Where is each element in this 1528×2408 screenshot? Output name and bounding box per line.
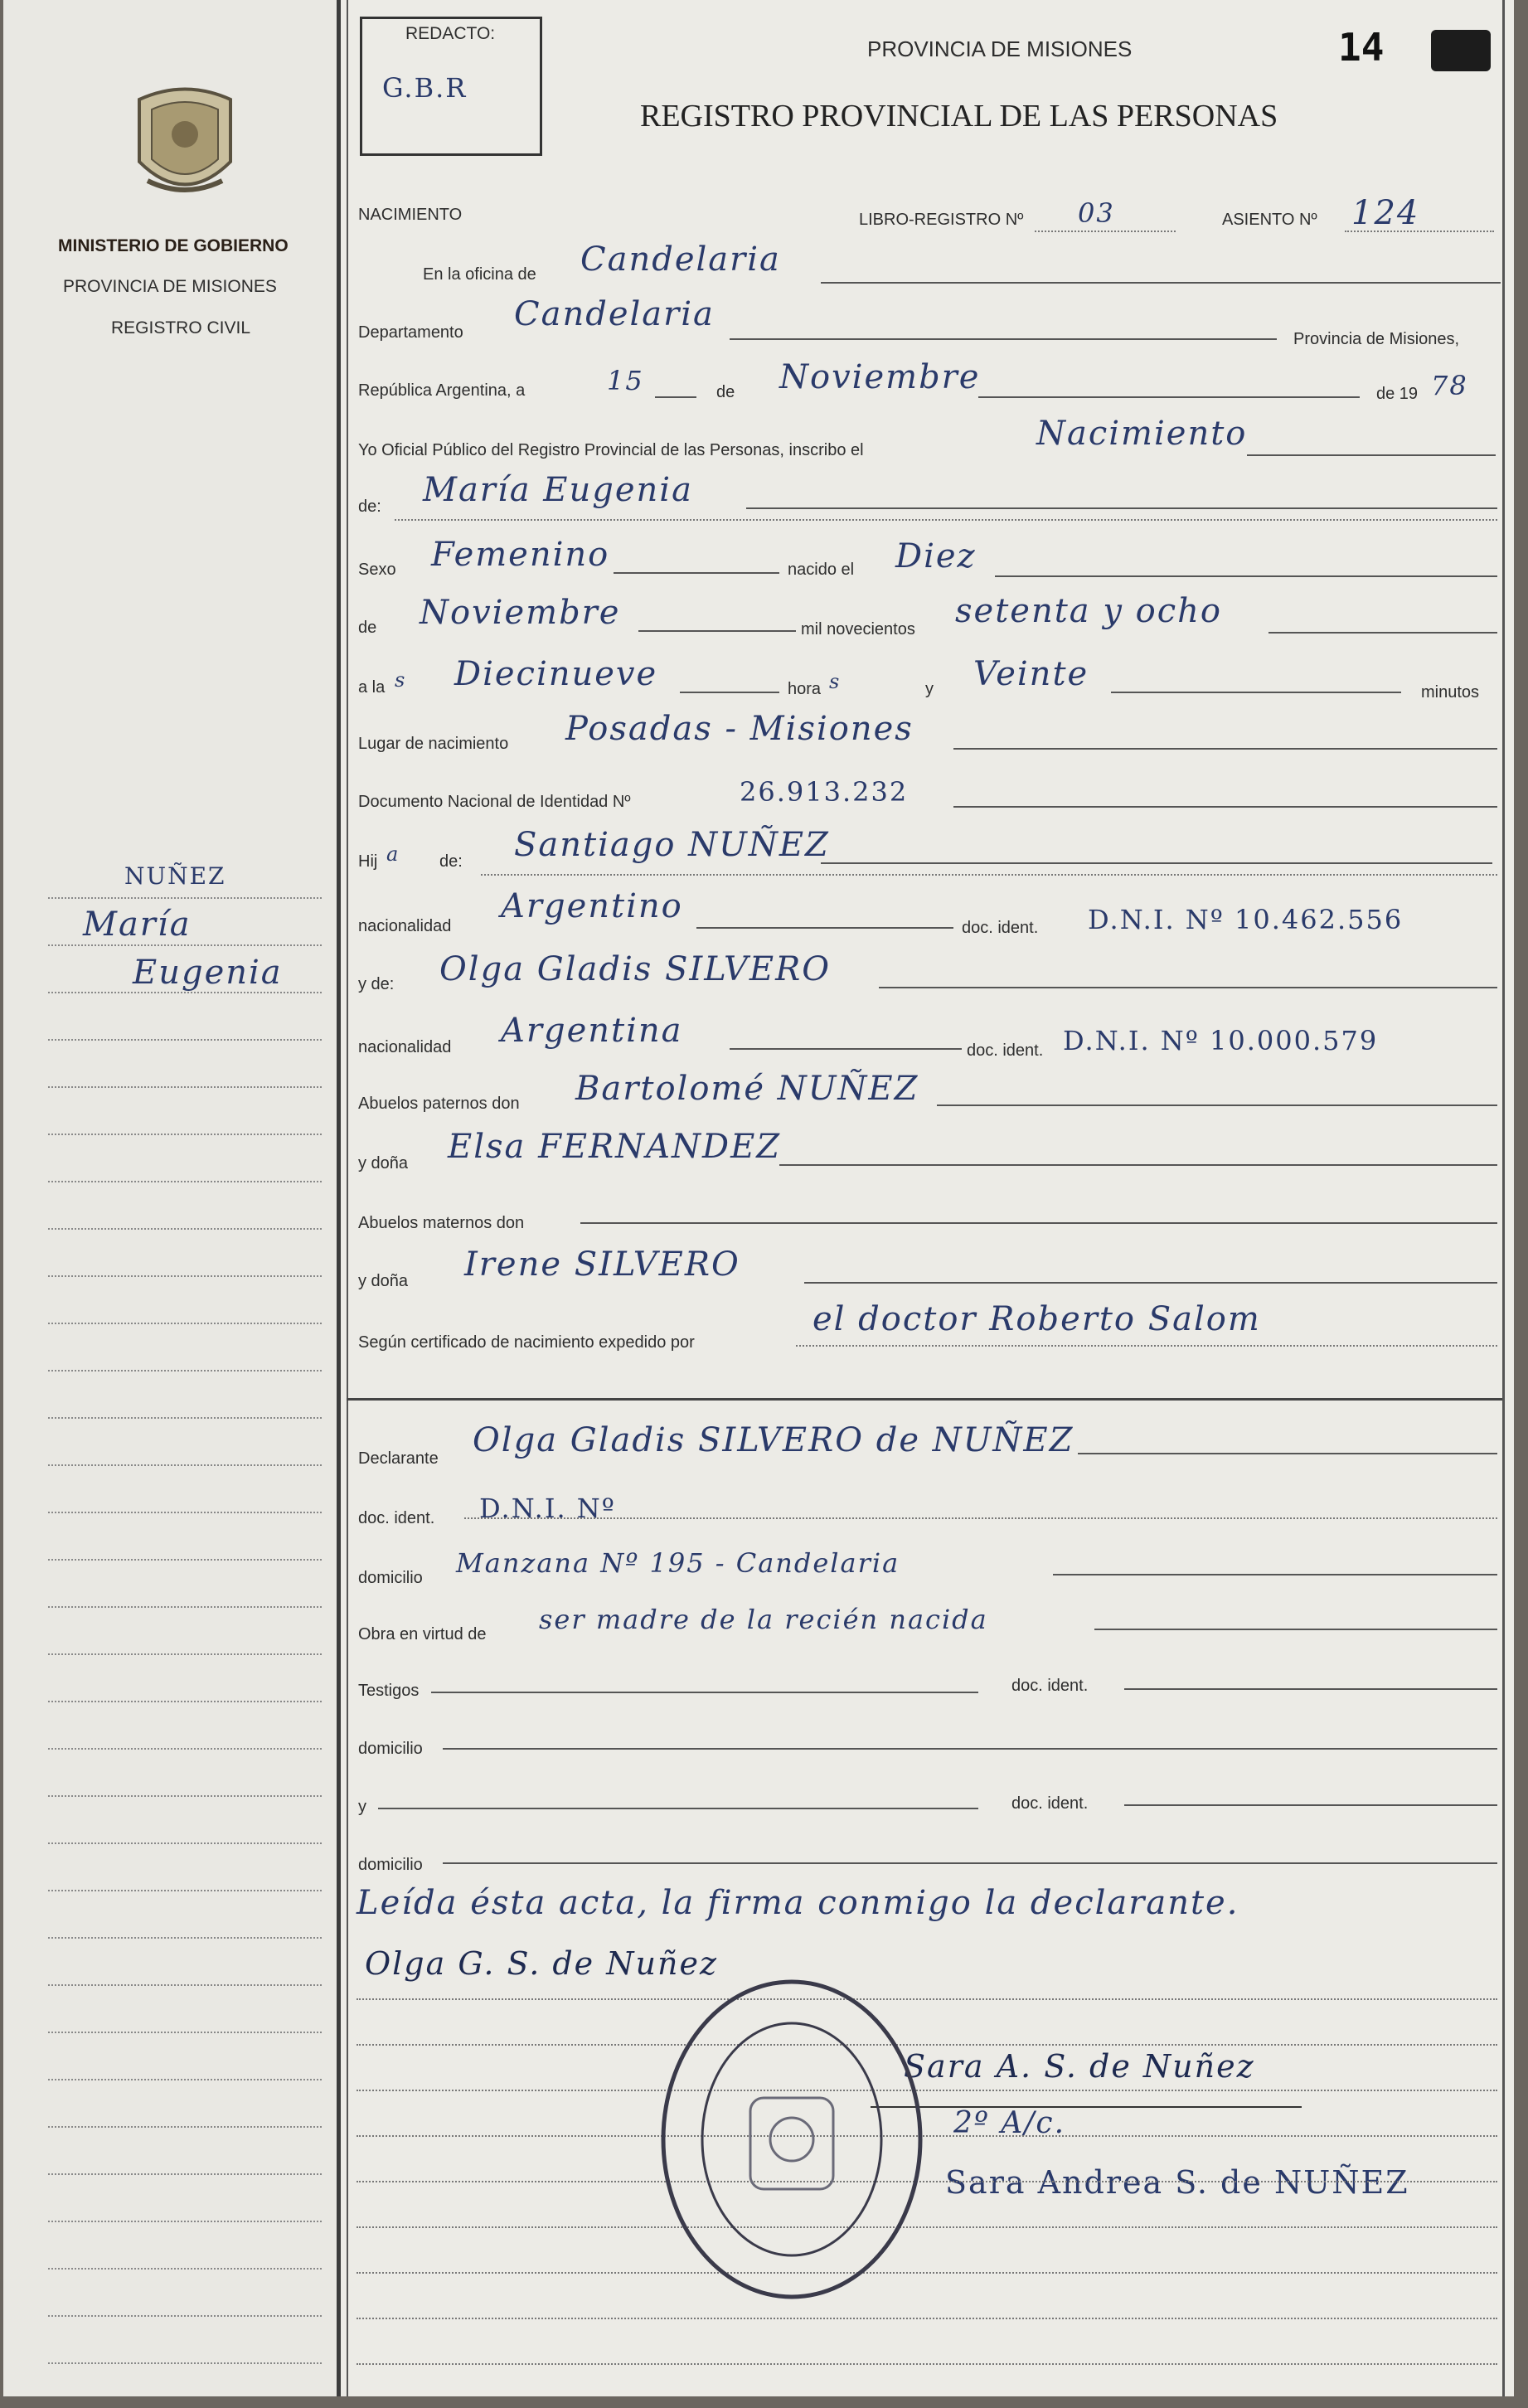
label-segun: Según certificado de nacimiento expedido por [358,1333,695,1352]
margin-ruled-line [48,1370,322,1371]
redacto-box [360,17,542,156]
registry-title: REGISTRO PROVINCIAL DE LAS PERSONAS [640,99,1278,134]
label-nacionalidad-madre: nacionalidad [358,1038,452,1056]
doc-decl-value: D.N.I. Nº [479,1493,616,1524]
label-hij: Hij [358,852,378,871]
margin-ruled-line [48,1323,322,1324]
label-libro: LIBRO-REGISTRO Nº [859,211,1024,229]
dia-letras-value: Diez [895,537,977,575]
margin-ruled-line [48,1748,322,1750]
margin-column [3,0,340,2396]
label-domicilio-t2: domicilio [358,1856,423,1874]
margin-ruled-line [48,1181,322,1182]
label-mil: mil novecientos [801,620,915,638]
margin-ruled-line [48,1937,322,1939]
margin-ruled-line [48,1890,322,1891]
margin-ruled-line [48,2268,322,2270]
label-doc-testigo1: doc. ident. [1011,1677,1089,1695]
official-signature: Sara A. S. de Nuñez [904,2048,1255,2085]
nac-padre-value: Argentino [501,887,683,925]
certificado-value: el doctor Roberto Salom [813,1300,1261,1338]
margin-second-name: Eugenia [133,954,283,992]
margin-ruled-line [48,1512,322,1513]
mes-value: Noviembre [779,358,981,396]
label-y-minutos: y [925,680,934,698]
margin-ruled-line [48,1984,322,1986]
hora-value: Diecinueve [454,655,658,693]
doc-padre-value: D.N.I. Nº 10.462.556 [1088,904,1404,935]
label-de-nombre: de: [358,498,381,516]
declarant-signature: Olga G. S. de Nuñez [365,1945,718,1982]
margin-first-name: María [83,905,192,944]
label-y-de: y de: [358,975,395,993]
abuelo-pat-value: Bartolomé NUÑEZ [575,1070,919,1108]
margin-ruled-line [48,2173,322,2175]
page-number: 14 [1338,25,1385,70]
margin-ruled-line [48,2079,322,2080]
label-oficina: En la oficina de [423,265,536,284]
ruled-line [357,2318,1497,2319]
redacto-value: G.B.R [382,72,468,104]
lugar-value: Posadas - Misiones [565,710,914,748]
label-abuelos-paternos: Abuelos paternos don [358,1095,520,1113]
label-provincia: Provincia de Misiones, [1293,330,1460,348]
margin-ruled-line [48,1086,322,1088]
redacto-label: REDACTO: [405,24,496,43]
hij-suffix: a [386,842,400,866]
label-obra: Obra en virtud de [358,1625,487,1643]
cargo-text: 2º A/c. [953,2106,1066,2140]
right-border [1502,0,1505,2396]
doc-madre-value: D.N.I. Nº 10.000.579 [1063,1025,1379,1056]
tipo-value: Nacimiento [1036,415,1248,453]
minutos-value: Veinte [973,655,1089,693]
margin-ruled-line [48,1039,322,1041]
label-nacionalidad-padre: nacionalidad [358,917,452,935]
margin-ruled-line [48,2315,322,2317]
ruled-line [357,2363,1497,2365]
margin-ruled-line [48,1653,322,1655]
dni-value: 26.913.232 [740,776,909,808]
lectura-text: Leída ésta acta, la firma conmigo la declarante. [357,1884,1239,1922]
ministry-title: MINISTERIO DE GOBIERNO [58,236,289,255]
label-de-anio: de 19 [1376,385,1419,403]
header-province: PROVINCIA DE MISIONES [867,36,1133,61]
margin-ruled-line [48,2221,322,2222]
margin-ruled-line [48,944,322,946]
label-de-mes: de [716,383,735,401]
label-nacido: nacido el [788,561,855,579]
sexo-value: Femenino [431,536,610,574]
abuela-mat-value: Irene SILVERO [464,1245,740,1284]
official-name: Sara Andrea S. de NUÑEZ [945,2164,1409,2201]
registry-stamp-icon [655,1973,929,2305]
mes2-value: Noviembre [420,594,621,632]
margin-ruled-line [48,1559,322,1561]
label-minutos: minutos [1421,683,1480,702]
label-de-padre: de: [439,852,463,871]
label-declarante: Declarante [358,1449,439,1468]
margin-ruled-line [48,1701,322,1702]
ministry-province: PROVINCIA DE MISIONES [63,277,277,296]
domicilio-value: Manzana Nº 195 - Candelaria [456,1547,900,1579]
label-dni: Documento Nacional de Identidad Nº [358,793,631,811]
label-y-dona-mat: y doña [358,1272,409,1290]
margin-ruled-line [48,1275,322,1277]
coat-of-arms-icon [131,83,239,207]
label-horas: hora [788,680,822,698]
label-de-mes2: de [358,619,377,637]
margin-ruled-line [48,897,322,899]
redaction-mark [1431,30,1491,71]
asiento-value: 124 [1351,194,1420,232]
label-doc-decl: doc. ident. [358,1509,435,1527]
label-testigos: Testigos [358,1682,420,1700]
margin-ruled-line [48,1464,322,1466]
label-lugar: Lugar de nacimiento [358,735,509,753]
label-y-testigo2: y [358,1798,366,1816]
dia-value: 15 [607,365,644,396]
libro-value: 03 [1078,197,1115,229]
label-abuelos-maternos: Abuelos maternos don [358,1214,525,1232]
margin-ruled-line [48,1795,322,1797]
label-y-dona-pat: y doña [358,1154,409,1172]
madre-value: Olga Gladis SILVERO [439,950,832,988]
margin-ruled-line [48,1228,322,1230]
abuela-pat-value: Elsa FERNANDEZ [448,1128,782,1166]
label-departamento: Departamento [358,323,463,342]
oficina-value: Candelaria [580,240,781,279]
anio-letras-value: setenta y ocho [955,592,1222,630]
margin-rule [337,0,341,2396]
nombre-value: María Eugenia [423,471,693,509]
label-a-las: a la [358,678,386,697]
obra-value: ser madre de la recién nacida [539,1604,988,1635]
margin-ruled-line [48,2126,322,2128]
margin-ruled-line [48,1417,322,1419]
label-domicilio-t1: domicilio [358,1740,423,1758]
ministry-office: REGISTRO CIVIL [111,318,251,337]
a-las-suffix: s [395,668,407,692]
margin-ruled-line [48,2032,322,2033]
label-domicilio: domicilio [358,1569,423,1587]
margin-ruled-line [48,1606,322,1608]
margin-ruled-line [48,1134,322,1135]
margin-ruled-line [48,2362,322,2364]
departamento-value: Candelaria [514,295,715,333]
anio-value: 78 [1431,370,1468,401]
label-sexo: Sexo [358,561,396,579]
label-doc-testigo2: doc. ident. [1011,1794,1089,1813]
margin-ruled-line [48,1842,322,1844]
label-asiento: ASIENTO Nº [1222,211,1317,229]
horas-suffix: s [829,670,842,693]
label-inscribo: Yo Oficial Público del Registro Provincial de las Personas, inscribo el [358,441,864,459]
label-doc-padre: doc. ident. [962,919,1039,937]
margin-surname: NUÑEZ [124,862,226,890]
label-republica: República Argentina, a [358,381,526,400]
label-nacimiento: NACIMIENTO [358,206,463,224]
padre-value: Santiago NUÑEZ [514,826,830,864]
margin-rule-inner [347,0,348,2396]
margin-ruled-line [48,992,322,993]
nac-madre-value: Argentina [501,1012,683,1050]
label-doc-madre: doc. ident. [967,1041,1044,1060]
declarante-value: Olga Gladis SILVERO de NUÑEZ [473,1421,1074,1459]
